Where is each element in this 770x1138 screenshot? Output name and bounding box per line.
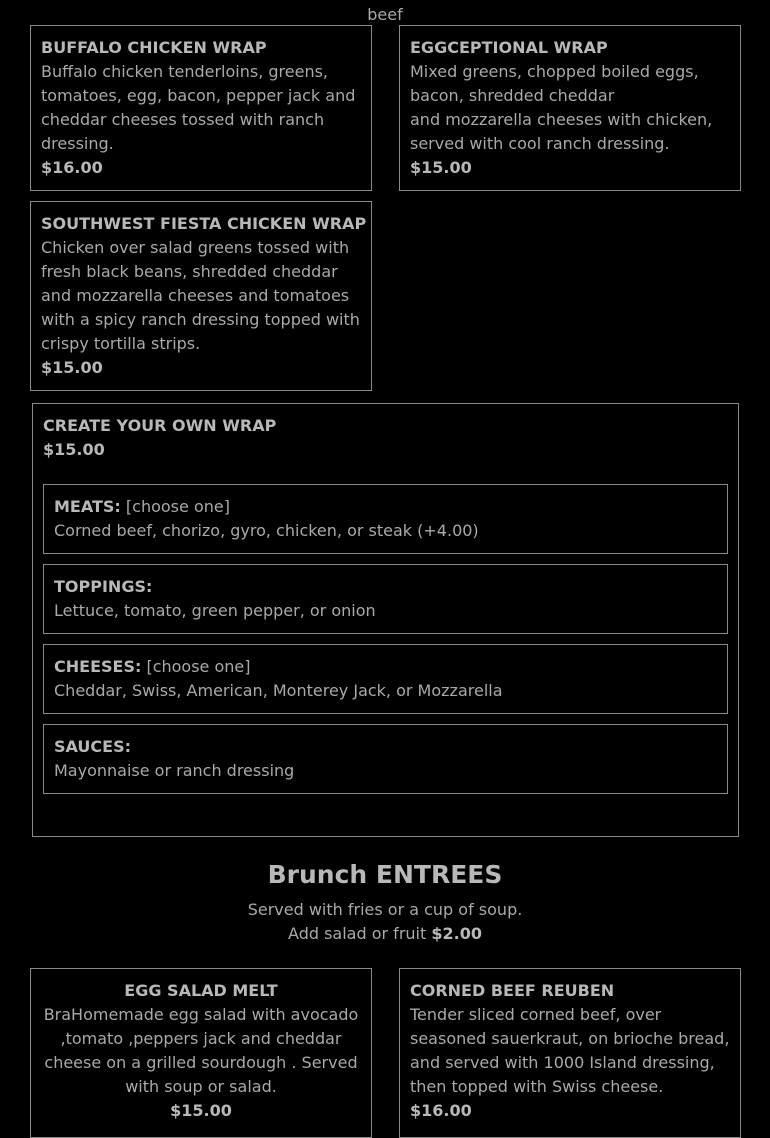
item-description: BraHomemade egg salad with avocado ,tomato ,peppers jack and cheddar cheese on a grilled sourdough . Served with soup or salad. xyxy=(43,1005,359,1096)
item-description: Chicken over salad greens tossed with fresh black beans, shredded cheddar and mozzarella cheeses and tomatoes with a spicy ranch dressing topped with crispy tortilla strips. xyxy=(41,238,360,353)
option-group-meats xyxy=(43,484,728,554)
option-label: TOPPINGS: xyxy=(54,577,153,596)
option-choices: Corned beef, chorizo, gyro, chicken, or steak (+4.00) xyxy=(54,521,479,540)
item-title: CORNED BEEF REUBEN xyxy=(410,981,615,1000)
menu-item-southwest-fiesta-chicken-wrap xyxy=(30,201,372,391)
addon-text: Add salad or fruit xyxy=(288,924,432,943)
menu-item-egg-salad-melt xyxy=(30,968,372,1138)
item-description: Buffalo chicken tenderloins, greens, tomatoes, egg, bacon, pepper jack and cheddar cheeses tossed with ranch dressing. xyxy=(41,62,356,153)
option-label: CHEESES: xyxy=(54,657,142,676)
option-choices: Lettuce, tomato, green pepper, or onion xyxy=(54,601,376,620)
option-choices: Cheddar, Swiss, American, Monterey Jack, or Mozzarella xyxy=(54,681,503,700)
option-label: SAUCES: xyxy=(54,737,131,756)
menu-item-eggceptional-wrap xyxy=(399,25,741,191)
option-note: [choose one] xyxy=(141,657,251,676)
option-group-toppings xyxy=(43,564,728,634)
item-price: $15.00 xyxy=(41,358,103,377)
item-title: EGG SALAD MELT xyxy=(124,981,278,1000)
item-title: BUFFALO CHICKEN WRAP xyxy=(41,38,267,57)
item-price: $15.00 xyxy=(170,1101,232,1120)
menu-item-buffalo-chicken-wrap xyxy=(30,25,372,191)
item-title: EGGCEPTIONAL WRAP xyxy=(410,38,608,57)
item-description-line: and mozzarella cheeses with chicken, served with cool ranch dressing. xyxy=(410,110,713,153)
previous-item-fragment: beef xyxy=(367,5,403,24)
item-description xyxy=(410,60,730,156)
item-title: CREATE YOUR OWN WRAP xyxy=(43,416,277,435)
section-subtitle: Served with fries or a cup of soup. xyxy=(247,900,523,919)
item-price: $15.00 xyxy=(43,440,105,459)
create-your-own-wrap-panel xyxy=(32,403,739,837)
option-note: [choose one] xyxy=(120,497,230,516)
item-description-line: Mixed greens, chopped boiled eggs, bacon, shredded cheddar xyxy=(410,62,699,105)
menu-item-corned-beef-reuben xyxy=(399,968,741,1138)
option-choices: Mayonnaise or ranch dressing xyxy=(54,761,295,780)
item-description: Tender sliced corned beef, over seasoned sauerkraut, on brioche bread, and served with 1000 Island dressing, then topped with Swiss cheese. xyxy=(410,1005,730,1096)
option-group-sauces xyxy=(43,724,728,794)
item-price: $16.00 xyxy=(41,158,103,177)
section-addon xyxy=(0,922,770,946)
section-title: Brunch ENTREES xyxy=(267,860,503,889)
addon-price: $2.00 xyxy=(431,924,482,943)
item-title: SOUTHWEST FIESTA CHICKEN WRAP xyxy=(41,214,367,233)
option-label: MEATS: xyxy=(54,497,121,516)
item-price: $16.00 xyxy=(410,1101,472,1120)
item-price: $15.00 xyxy=(410,158,472,177)
option-group-cheeses xyxy=(43,644,728,714)
